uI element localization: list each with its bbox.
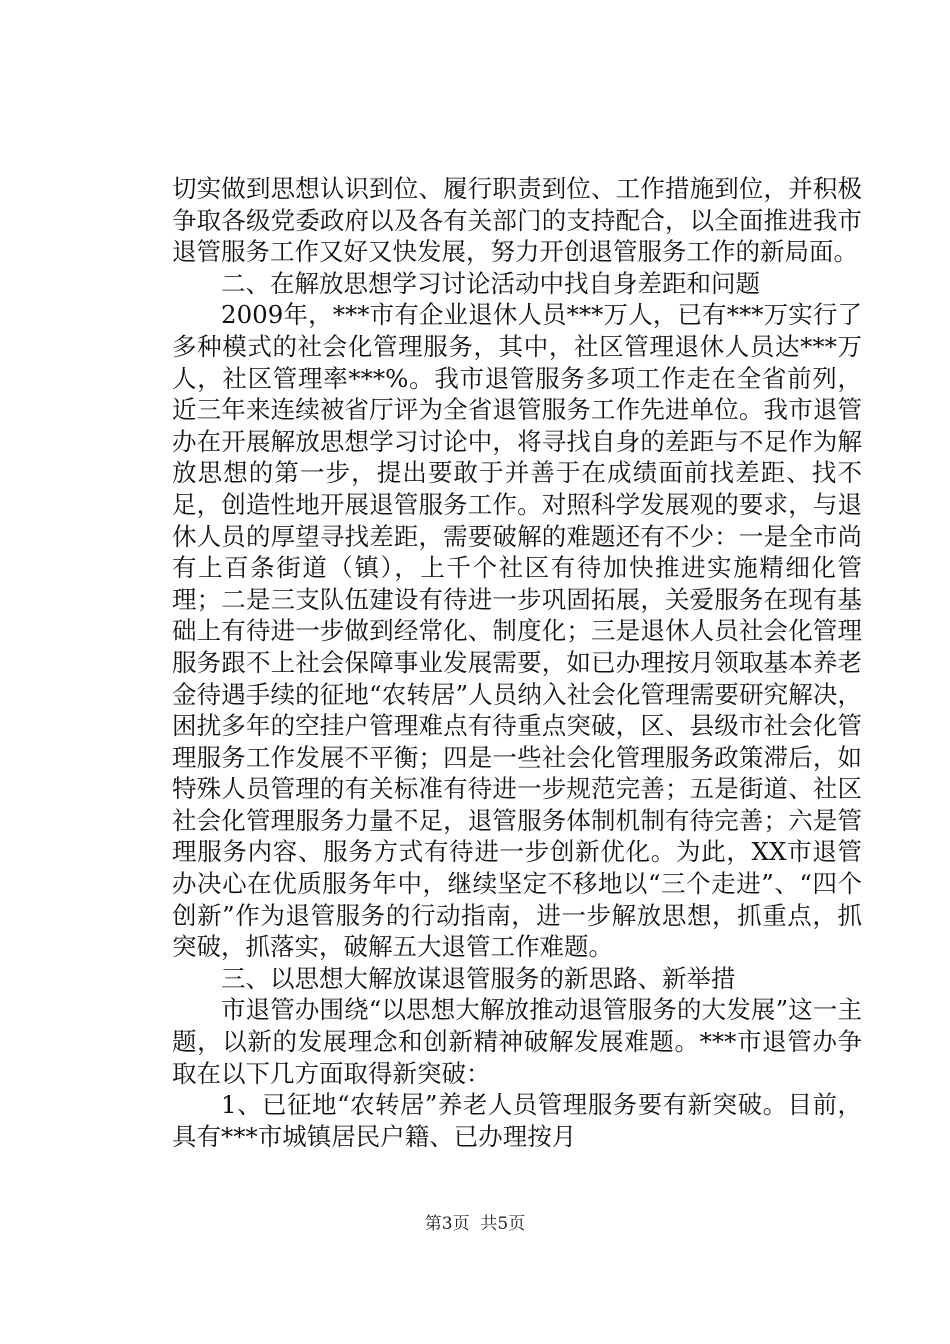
page-number: 第3页 共5页 <box>424 1214 526 1234</box>
document-body <box>172 173 862 1152</box>
paragraph-theme: 市退管办围绕“以思想大解放推动退管服务的大发展”这一主题，以新的发展理念和创新精神破解发展难题。***市退管办争取在以下几方面取得新突破： <box>172 995 862 1088</box>
paragraph-2009-status: 2009年，***市有企业退休人员***万人，已有***万实行了多种模式的社会化管理服务，其中，社区管理退休人员达***万人，社区管理率***%。我市退管服务多项工作走在全省前列，近三年来连续被省厅评为全省退管服务工作先进单位。我市退管办在开展解放思想学习讨论中，将寻找自身的差距与不足作为解放思想的第一步，提出要敢于并善于在成绩面前找差距、找不足，创造性地开展退管服务工作。对照科学发展观的要求，与退休人员的厚望寻找差距，需要破解的难题还有不少：一是全市尚有上百条街道（镇），上千个社区有待加快推进实施精细化管理；二是三支队伍建设有待进一步巩固拓展，关爱服务在现有基础上有待进一步做到经常化、制度化；三是退休人员社会化管理服务跟不上社会保障事业发展需要，如已办理按月领取基本养老金待遇手续的征地“农转居”人员纳入社会化管理需要研究解决，困扰多年的空挂户管理难点有待重点突破，区、县级市社会化管理服务工作发展不平衡；四是一些社会化管理服务政策滞后，如特殊人员管理的有关标准有待进一步规范完善；五是街道、社区社会化管理服务力量不足，退管服务体制机制有待完善；六是管理服务内容、服务方式有待进一步创新优化。为此，XX市退管办决心在优质服务年中，继续坚定不移地以“三个走进”、“四个创新”作为退管服务的行动指南，进一步解放思想，抓重点，抓突破，抓落实，破解五大退管工作难题。 <box>172 300 862 962</box>
paragraph-item-one: 1、已征地“农转居”养老人员管理服务要有新突破。目前，具有***市城镇居民户籍、已办理按月 <box>172 1090 862 1151</box>
section-heading-two: 二、在解放思想学习讨论活动中找自身差距和问题 <box>221 268 760 298</box>
section-heading-three: 三、以思想大解放谋退管服务的新思路、新举措 <box>221 963 736 993</box>
page-footer <box>0 1213 950 1235</box>
paragraph-continuation: 切实做到思想认识到位、履行职责到位、工作措施到位，并积极争取各级党委政府以及各有关部门的支持配合，以全面推进我市退管服务工作又好又快发展，努力开创退管服务工作的新局面。 <box>172 174 862 267</box>
